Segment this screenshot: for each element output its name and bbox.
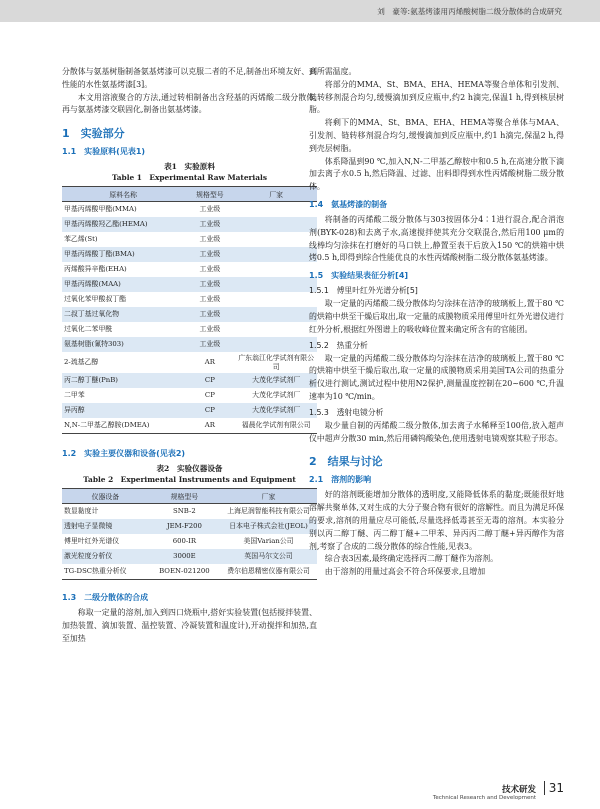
table-cell: 日本电子株式会社(JEOL) — [220, 519, 317, 534]
table-1-header: 厂家 — [235, 187, 317, 202]
table-cell: 过氧化苯甲酸叔丁酯 — [64, 295, 127, 304]
table-cell: 2-巯基乙醇 — [64, 358, 99, 367]
table-cell: 费尔伯恩精密仪器有限公司 — [220, 564, 317, 580]
table-cell: 3000E — [149, 549, 220, 564]
table-cell: JEM-F200 — [149, 519, 220, 534]
paragraph-conclusion: 综合表3因素,最终确定选择丙二醇丁醚作为溶剂。 — [324, 554, 499, 564]
table-cell: N,N-二甲基乙醇胺(DMEA) — [62, 418, 184, 434]
table-1-caption-en: Table 1 Experimental Raw Materials — [111, 173, 268, 183]
table-row — [62, 292, 317, 307]
table-cell: 透射电子显微镜 — [62, 519, 149, 534]
table-2-header: 厂家 — [220, 489, 317, 504]
table-cell — [235, 292, 317, 307]
running-title: 刘 豪等:氨基烤漆用丙烯酸树脂二级分散体的合成研究 — [377, 7, 562, 16]
table-cell — [235, 247, 317, 262]
table-cell — [235, 217, 317, 232]
paragraph-1-4: 将制备的丙烯酸二级分散体与303按固体分4∶1进行混合,配合消泡剂(BYK-028)和去离子水,高速搅拌使其充分交联混合,然后用100 μm的线棒均匀涂抹在打磨好的马口铁上,静置至表干后放入150 ℃的烘箱中烘烤0.5 h,即得到综合性能优良的水性丙烯酸树脂二级分散体氨基烤漆。 — [309, 214, 564, 263]
table-cell: 美国Varian公司 — [243, 537, 294, 546]
table-2-header: 规格型号 — [149, 489, 220, 504]
table-row — [62, 519, 317, 534]
section-1-4-heading: 1.4 氨基烤漆的制备 — [309, 199, 388, 209]
journal-section-cn: 技术研发 — [501, 785, 536, 795]
table-cell: CP — [184, 373, 235, 388]
table-cell: 工业级 — [184, 337, 235, 352]
section-1-5-3-heading: 1.5.3 透射电镜分析 — [309, 407, 384, 417]
table-cell: 异丙醇 — [62, 403, 184, 418]
table-cell: 氨基树脂(氰特303) — [62, 337, 184, 352]
left-column — [62, 66, 317, 646]
section-1-3-heading: 1.3 二级分散体的合成 — [62, 593, 149, 603]
paragraph-1-3: 称取一定量的溶剂,加入到四口烧瓶中,搭好实验装置(包括搅拌装置、加热装置、滴加装置、温控装置、冷凝装置和温度计),开动搅拌和加热,直至加热 — [62, 608, 317, 643]
table-cell: 数显黏度计 — [64, 507, 99, 516]
table-cell: 大茂化学试剂厂 — [235, 403, 317, 418]
section-2-heading: 2 结果与讨论 — [309, 455, 383, 469]
table-cell: TG-DSC热重分析仪 — [62, 564, 149, 580]
table-cell: 600-IR — [172, 537, 197, 546]
table-cell: 二叔丁基过氧化物 — [62, 307, 184, 322]
table-cell: AR — [184, 418, 235, 434]
table-cell — [235, 322, 317, 337]
table-cell: 广东翁江化学试剂有限公司 — [238, 353, 315, 371]
table-1-raw-materials — [62, 186, 317, 434]
table-row — [62, 262, 317, 277]
table-row — [62, 277, 317, 292]
table-row — [62, 534, 317, 549]
table-cell: 甲基丙烯酸甲酯(MMA) — [64, 205, 137, 214]
table-cell: 二甲苯 — [64, 391, 85, 400]
table-cell: CP — [184, 403, 235, 418]
table-2-instruments — [62, 488, 317, 580]
paragraph-shell-layer: 将剩下的MMA、St、BMA、EHA、HEMA等聚合单体与MAA、引发剂、链转移剂混合均匀,缓慢滴加到反应瓶中,约1 h滴完,保温2 h,得到壳层树脂。 — [309, 118, 564, 153]
paragraph-solvent-amount: 由于溶剂的用量过高会不符合环保要求,且增加 — [324, 567, 486, 577]
table-cell: 大茂化学试剂厂 — [235, 373, 317, 388]
section-1-5-2-heading: 1.5.2 热重分析 — [309, 340, 368, 350]
right-column — [309, 66, 564, 579]
table-cell: CP — [204, 391, 215, 400]
table-cell: 工业级 — [184, 277, 235, 292]
paragraph-2-1: 好的溶剂既能增加分散体的透明度,又能降低体系的黏度;既能很好地溶解共聚单体,又对生成的大分子聚合物有很好的溶解性。而且为满足环保的要求,溶剂的用量应尽可能低,尽量选择低毒甚至无毒的溶剂。本实验分别以丙二醇丁醚、丙二醇丁醚+二甲苯、异丙丙二醇丁醚+异丙醇作为溶剂,考察了合成的二级分散体的综合性能,见表3。 — [309, 490, 565, 551]
table-cell — [235, 232, 317, 247]
table-cell — [235, 277, 317, 292]
section-1-5-1-heading: 1.5.1 傅里叶红外光谱分析[5] — [309, 286, 418, 296]
table-cell: 过氧化二苯甲酰 — [64, 325, 113, 334]
section-1-5-heading: 1.5 实验结果表征分析[4] — [309, 271, 409, 281]
running-header-bar — [0, 0, 600, 22]
table-cell: BOEN-021200 — [149, 564, 220, 580]
table-cell: 工业级 — [199, 295, 221, 304]
section-2-1-heading: 2.1 溶剂的影响 — [309, 475, 372, 485]
table-cell: 工业级 — [184, 247, 235, 262]
table-row — [62, 322, 317, 337]
table-row — [62, 388, 317, 403]
table-cell: 工业级 — [199, 235, 221, 244]
intro-paragraph-2: 本文用溶液聚合的方法,通过转相制备出含羟基的丙烯酸二级分散体,再与氨基烤漆交联固化,制备出氨基烤漆。 — [62, 92, 317, 115]
table-row — [62, 504, 317, 520]
table-row — [62, 337, 317, 352]
table-cell: 英国马尔文公司 — [220, 549, 317, 564]
table-row — [62, 373, 317, 388]
table-2-header: 仪器设备 — [62, 489, 149, 504]
table-row — [62, 564, 317, 580]
table-cell: 傅里叶红外光谱仪 — [64, 537, 120, 546]
intro-paragraph-1: 分散体与氨基树脂制备氨基烤漆可以克服二者的不足,制备出环境友好、高性能的水性氨基烤漆[3]。 — [62, 67, 318, 89]
table-row — [62, 232, 317, 247]
table-cell: 甲基丙烯酸(MAA) — [62, 277, 184, 292]
table-cell: SNB-2 — [173, 507, 196, 516]
table-cell — [235, 202, 317, 218]
table-row — [62, 202, 317, 218]
table-cell: 甲基丙烯酸丁酯(BMA) — [62, 247, 184, 262]
table-cell: 工业级 — [184, 217, 235, 232]
table-cell: 工业级 — [199, 265, 221, 274]
table-cell: 工业级 — [199, 205, 221, 214]
table-cell: 工业级 — [184, 307, 235, 322]
paragraph-neutralize: 体系降温到90 ℃,加入N,N-二甲基乙醇胺中和0.5 h,在高速分散下滴加去离子水0.5 h,然后降温、过滤、出料即得到水性丙烯酸树脂二级分散体。 — [309, 156, 564, 192]
paragraph-continued: 到所需温度。 — [309, 67, 357, 76]
table-row — [62, 217, 317, 232]
paragraph-1-5-2: 取一定量的丙烯酸二级分散体均匀涂抹在洁净的玻璃板上,置于80 ℃的烘箱中烘至干燥后取出,取一定量的成膜物质采用美国TA公司的热重分析仪进行测试,测试过程中使用N2保护,测量温度控制在20~600 ℃,升温速率为10 ℃/min。 — [309, 353, 564, 401]
table-cell: 福晨化学试剂有限公司 — [235, 418, 317, 434]
journal-section-en: Technical Research and Development — [432, 795, 536, 801]
table-row — [62, 307, 317, 322]
section-1-heading: 1 实验部分 — [62, 127, 125, 141]
table-cell — [235, 262, 317, 277]
page-number: 31 — [544, 781, 564, 795]
table-cell: 苯乙烯(St) — [64, 235, 98, 244]
table-2-caption-en: Table 2 Experimental Instruments and Equipment — [83, 475, 296, 485]
section-1-2-heading: 1.2 实验主要仪器和设备(见表2) — [62, 449, 186, 459]
table-row — [62, 418, 317, 434]
table-cell: 丙二醇丁醚(PnB) — [62, 373, 184, 388]
table-2-caption-cn: 表2 实验仪器设备 — [156, 464, 223, 474]
table-cell: AR — [204, 358, 215, 367]
table-cell: 工业级 — [199, 325, 221, 334]
table-cell: 丙烯酸异辛酯(EHA) — [64, 265, 127, 274]
table-cell — [235, 337, 317, 352]
paragraph-1-5-3: 取少量自制的丙烯酸二级分散体,加去离子水稀释至100倍,放入超声仪中超声分散30 min,然后用磷钨酸染色,使用透射电镜观察其粒子形态。 — [309, 420, 564, 443]
table-row — [62, 549, 317, 564]
table-cell: 上海尼润智能科技有限公司 — [227, 507, 310, 516]
section-1-1-heading: 1.1 实验原料(见表1) — [62, 147, 146, 157]
paragraph-core-layer: 将部分的MMA、St、BMA、EHA、HEMA等聚合单体和引发剂、链转移剂混合均匀,缓慢滴加到反应瓶中,约2 h滴完,保温1 h,得到核层树脂。 — [309, 79, 564, 115]
table-1-header: 原料名称 — [62, 187, 184, 202]
table-1-caption-cn: 表1 实验原料 — [164, 162, 215, 172]
table-row — [62, 247, 317, 262]
table-row — [62, 352, 317, 373]
table-cell: 甲基丙烯酸羟乙酯(HEMA) — [62, 217, 184, 232]
table-cell — [235, 307, 317, 322]
paragraph-1-5-1: 取一定量的丙烯酸二级分散体均匀涂抹在洁净的玻璃板上,置于80 ℃的烘箱中烘至干燥后取出,取一定量的成膜物质采用傅里叶红外光谱仪进行红外分析,根据红外图谱上的吸收峰位置来确定所含有的官能团。 — [309, 299, 565, 334]
table-cell: 大茂化学试剂厂 — [252, 391, 301, 400]
table-1-header: 规格型号 — [184, 187, 235, 202]
table-cell: 激光粒度分析仪 — [62, 549, 149, 564]
table-row — [62, 403, 317, 418]
